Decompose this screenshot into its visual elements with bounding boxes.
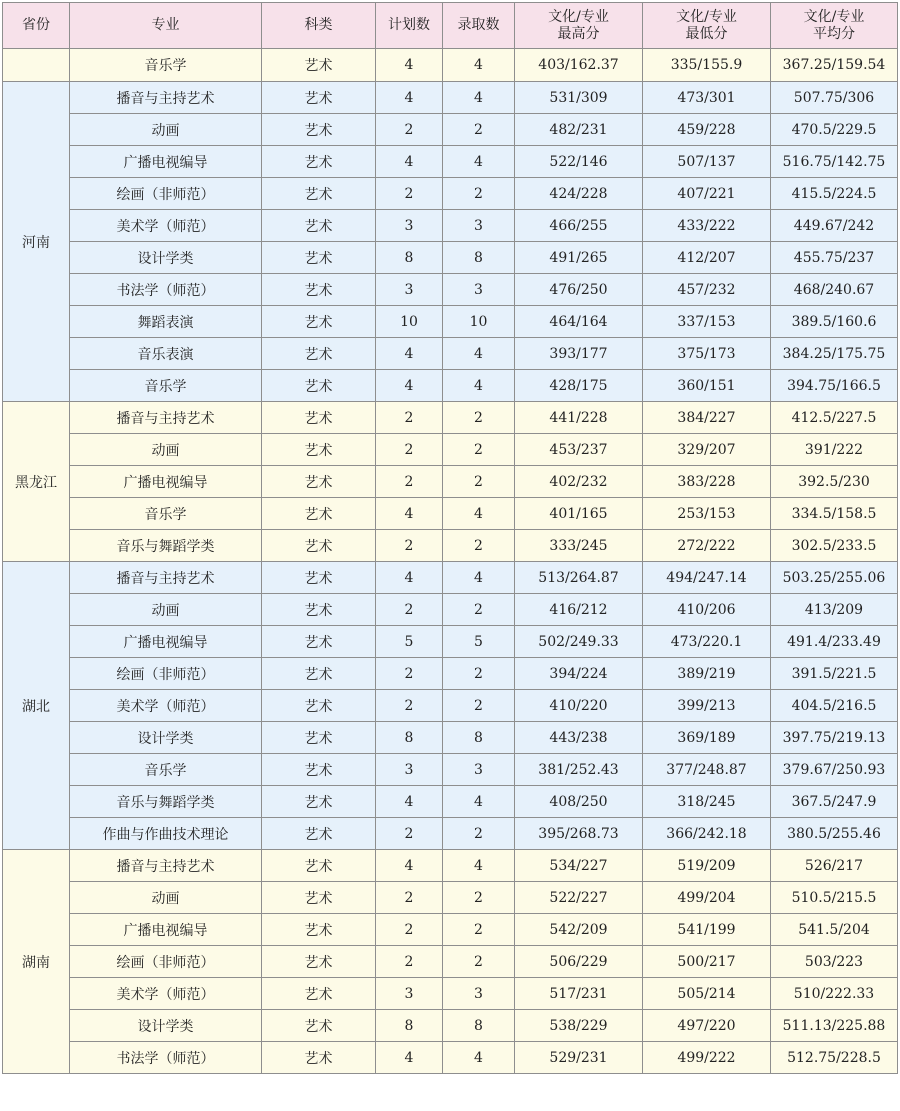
max-cell: 531/309 [515,82,643,114]
max-cell: 491/265 [515,242,643,274]
category-cell: 艺术 [262,178,376,210]
plan-cell: 3 [376,978,443,1010]
max-cell: 333/245 [515,530,643,562]
table-row [3,1042,898,1074]
max-cell: 476/250 [515,274,643,306]
category-cell: 艺术 [262,786,376,818]
major-cell: 动画 [70,434,262,466]
major-cell: 音乐表演 [70,338,262,370]
category-cell: 艺术 [262,626,376,658]
category-cell: 艺术 [262,402,376,434]
min-cell: 519/209 [643,850,771,882]
avg-cell: 397.75/219.13 [771,722,898,754]
min-cell: 360/151 [643,370,771,402]
admission-score-table [2,2,898,1074]
avg-cell: 468/240.67 [771,274,898,306]
admitted-cell: 2 [443,914,515,946]
min-cell: 318/245 [643,786,771,818]
max-cell: 466/255 [515,210,643,242]
avg-cell: 367.25/159.54 [771,49,898,82]
max-cell: 464/164 [515,306,643,338]
plan-cell: 2 [376,658,443,690]
category-cell: 艺术 [262,146,376,178]
max-cell: 441/228 [515,402,643,434]
admitted-cell: 2 [443,434,515,466]
avg-cell: 541.5/204 [771,914,898,946]
max-cell: 401/165 [515,498,643,530]
min-cell: 410/206 [643,594,771,626]
table-row [3,49,898,82]
max-cell: 517/231 [515,978,643,1010]
plan-cell: 4 [376,1042,443,1074]
major-cell: 广播电视编导 [70,626,262,658]
category-cell: 艺术 [262,1042,376,1074]
major-cell: 播音与主持艺术 [70,850,262,882]
admitted-cell: 2 [443,690,515,722]
min-cell: 335/155.9 [643,49,771,82]
plan-cell: 4 [376,562,443,594]
min-cell: 459/228 [643,114,771,146]
avg-cell: 449.67/242 [771,210,898,242]
plan-cell: 2 [376,466,443,498]
avg-cell: 380.5/255.46 [771,818,898,850]
admitted-cell: 2 [443,946,515,978]
avg-cell: 503.25/255.06 [771,562,898,594]
category-cell: 艺术 [262,658,376,690]
table-row [3,882,898,914]
admitted-cell: 3 [443,754,515,786]
plan-cell: 4 [376,498,443,530]
avg-cell: 510/222.33 [771,978,898,1010]
plan-cell: 2 [376,882,443,914]
max-cell: 381/252.43 [515,754,643,786]
min-cell: 384/227 [643,402,771,434]
max-cell: 529/231 [515,1042,643,1074]
min-cell: 500/217 [643,946,771,978]
table-row [3,626,898,658]
table-row [3,530,898,562]
table-row [3,370,898,402]
admitted-cell: 4 [443,82,515,114]
header-min-score [643,3,771,49]
plan-cell: 2 [376,914,443,946]
table-row [3,434,898,466]
min-cell: 457/232 [643,274,771,306]
min-cell: 272/222 [643,530,771,562]
table-row [3,498,898,530]
table-row [3,594,898,626]
avg-cell: 334.5/158.5 [771,498,898,530]
major-cell: 播音与主持艺术 [70,562,262,594]
major-cell: 音乐与舞蹈学类 [70,530,262,562]
min-cell: 494/247.14 [643,562,771,594]
avg-cell: 491.4/233.49 [771,626,898,658]
avg-cell: 392.5/230 [771,466,898,498]
plan-cell: 8 [376,1010,443,1042]
max-cell: 394/224 [515,658,643,690]
max-cell: 393/177 [515,338,643,370]
max-cell: 403/162.37 [515,49,643,82]
plan-cell: 2 [376,402,443,434]
min-cell: 407/221 [643,178,771,210]
province-cell: 湖南 [3,850,70,1074]
max-cell: 416/212 [515,594,643,626]
admitted-cell: 2 [443,178,515,210]
category-cell: 艺术 [262,114,376,146]
admitted-cell: 2 [443,530,515,562]
admitted-cell: 4 [443,146,515,178]
province-cell [3,49,70,82]
major-cell: 音乐学 [70,370,262,402]
min-cell: 473/301 [643,82,771,114]
header-avg-line2: 平均分 [813,25,855,42]
table-row [3,1010,898,1042]
avg-cell: 503/223 [771,946,898,978]
table-row [3,306,898,338]
major-cell: 书法学（师范） [70,274,262,306]
admitted-cell: 4 [443,338,515,370]
table-row [3,850,898,882]
avg-cell: 412.5/227.5 [771,402,898,434]
max-cell: 506/229 [515,946,643,978]
max-cell: 424/228 [515,178,643,210]
major-cell: 设计学类 [70,242,262,274]
min-cell: 505/214 [643,978,771,1010]
min-cell: 541/199 [643,914,771,946]
min-cell: 253/153 [643,498,771,530]
category-cell: 艺术 [262,49,376,82]
admitted-cell: 8 [443,1010,515,1042]
min-cell: 499/222 [643,1042,771,1074]
table-row [3,754,898,786]
min-cell: 499/204 [643,882,771,914]
min-cell: 329/207 [643,434,771,466]
category-cell: 艺术 [262,210,376,242]
admitted-cell: 4 [443,850,515,882]
plan-cell: 2 [376,178,443,210]
category-cell: 艺术 [262,722,376,754]
category-cell: 艺术 [262,370,376,402]
category-cell: 艺术 [262,434,376,466]
category-cell: 艺术 [262,242,376,274]
table-body [3,49,898,1074]
category-cell: 艺术 [262,466,376,498]
min-cell: 412/207 [643,242,771,274]
category-cell: 艺术 [262,946,376,978]
avg-cell: 379.67/250.93 [771,754,898,786]
avg-cell: 367.5/247.9 [771,786,898,818]
header-province: 省份 [3,3,70,49]
plan-cell: 2 [376,946,443,978]
admitted-cell: 2 [443,594,515,626]
plan-cell: 4 [376,370,443,402]
max-cell: 428/175 [515,370,643,402]
plan-cell: 8 [376,242,443,274]
admitted-cell: 4 [443,370,515,402]
table-row [3,978,898,1010]
max-cell: 542/209 [515,914,643,946]
min-cell: 383/228 [643,466,771,498]
plan-cell: 2 [376,818,443,850]
category-cell: 艺术 [262,754,376,786]
min-cell: 399/213 [643,690,771,722]
max-cell: 395/268.73 [515,818,643,850]
max-cell: 408/250 [515,786,643,818]
header-plan: 计划数 [376,3,443,49]
min-cell: 377/248.87 [643,754,771,786]
category-cell: 艺术 [262,594,376,626]
max-cell: 402/232 [515,466,643,498]
avg-cell: 413/209 [771,594,898,626]
admitted-cell: 4 [443,562,515,594]
header-min-line1: 文化/专业 [676,8,737,25]
major-cell: 绘画（非师范） [70,178,262,210]
table-row [3,114,898,146]
max-cell: 453/237 [515,434,643,466]
plan-cell: 4 [376,850,443,882]
table-row [3,402,898,434]
min-cell: 375/173 [643,338,771,370]
avg-cell: 389.5/160.6 [771,306,898,338]
major-cell: 动画 [70,114,262,146]
header-avg-score [771,3,898,49]
header-max-score [515,3,643,49]
major-cell: 美术学（师范） [70,210,262,242]
max-cell: 534/227 [515,850,643,882]
table-header [3,3,898,49]
table-row [3,338,898,370]
table-row [3,178,898,210]
plan-cell: 4 [376,49,443,82]
min-cell: 337/153 [643,306,771,338]
avg-cell: 391.5/221.5 [771,658,898,690]
category-cell: 艺术 [262,562,376,594]
province-cell: 河南 [3,82,70,402]
plan-cell: 3 [376,274,443,306]
admitted-cell: 8 [443,722,515,754]
major-cell: 书法学（师范） [70,1042,262,1074]
major-cell: 美术学（师范） [70,690,262,722]
category-cell: 艺术 [262,498,376,530]
plan-cell: 2 [376,114,443,146]
table-row [3,786,898,818]
major-cell: 音乐学 [70,49,262,82]
max-cell: 522/146 [515,146,643,178]
table-row [3,146,898,178]
admitted-cell: 5 [443,626,515,658]
major-cell: 广播电视编导 [70,914,262,946]
admitted-cell: 10 [443,306,515,338]
plan-cell: 8 [376,722,443,754]
max-cell: 513/264.87 [515,562,643,594]
admitted-cell: 8 [443,242,515,274]
avg-cell: 415.5/224.5 [771,178,898,210]
major-cell: 设计学类 [70,722,262,754]
admitted-cell: 4 [443,498,515,530]
admitted-cell: 4 [443,49,515,82]
major-cell: 音乐与舞蹈学类 [70,786,262,818]
header-major: 专业 [70,3,262,49]
admitted-cell: 2 [443,882,515,914]
category-cell: 艺术 [262,850,376,882]
plan-cell: 5 [376,626,443,658]
category-cell: 艺术 [262,530,376,562]
major-cell: 广播电视编导 [70,466,262,498]
plan-cell: 2 [376,434,443,466]
avg-cell: 516.75/142.75 [771,146,898,178]
category-cell: 艺术 [262,338,376,370]
table-row [3,274,898,306]
table-row [3,914,898,946]
province-cell: 湖北 [3,562,70,850]
admitted-cell: 4 [443,786,515,818]
table-row [3,562,898,594]
major-cell: 播音与主持艺术 [70,402,262,434]
major-cell: 音乐学 [70,498,262,530]
min-cell: 369/189 [643,722,771,754]
table-row [3,210,898,242]
major-cell: 舞蹈表演 [70,306,262,338]
avg-cell: 512.75/228.5 [771,1042,898,1074]
category-cell: 艺术 [262,914,376,946]
table-row [3,82,898,114]
admitted-cell: 3 [443,978,515,1010]
admitted-cell: 3 [443,210,515,242]
major-cell: 绘画（非师范） [70,658,262,690]
category-cell: 艺术 [262,690,376,722]
max-cell: 482/231 [515,114,643,146]
header-max-line1: 文化/专业 [548,8,609,25]
table-row [3,690,898,722]
admitted-cell: 2 [443,114,515,146]
category-cell: 艺术 [262,82,376,114]
min-cell: 389/219 [643,658,771,690]
table-row [3,722,898,754]
major-cell: 作曲与作曲技术理论 [70,818,262,850]
table-row [3,242,898,274]
avg-cell: 384.25/175.75 [771,338,898,370]
major-cell: 音乐学 [70,754,262,786]
category-cell: 艺术 [262,306,376,338]
major-cell: 广播电视编导 [70,146,262,178]
header-max-line2: 最高分 [557,25,600,42]
admitted-cell: 3 [443,274,515,306]
major-cell: 设计学类 [70,1010,262,1042]
avg-cell: 404.5/216.5 [771,690,898,722]
header-admitted: 录取数 [443,3,515,49]
major-cell: 播音与主持艺术 [70,82,262,114]
avg-cell: 511.13/225.88 [771,1010,898,1042]
major-cell: 动画 [70,882,262,914]
avg-cell: 507.75/306 [771,82,898,114]
avg-cell: 526/217 [771,850,898,882]
plan-cell: 10 [376,306,443,338]
avg-cell: 302.5/233.5 [771,530,898,562]
avg-cell: 455.75/237 [771,242,898,274]
max-cell: 410/220 [515,690,643,722]
admitted-cell: 2 [443,402,515,434]
plan-cell: 2 [376,594,443,626]
table-row [3,946,898,978]
plan-cell: 2 [376,690,443,722]
admitted-cell: 2 [443,818,515,850]
major-cell: 动画 [70,594,262,626]
plan-cell: 3 [376,754,443,786]
plan-cell: 3 [376,210,443,242]
major-cell: 绘画（非师范） [70,946,262,978]
plan-cell: 4 [376,146,443,178]
category-cell: 艺术 [262,882,376,914]
category-cell: 艺术 [262,1010,376,1042]
province-cell: 黑龙江 [3,402,70,562]
header-avg-line1: 文化/专业 [803,8,865,25]
avg-cell: 394.75/166.5 [771,370,898,402]
admitted-cell: 4 [443,1042,515,1074]
avg-cell: 470.5/229.5 [771,114,898,146]
category-cell: 艺术 [262,818,376,850]
max-cell: 502/249.33 [515,626,643,658]
plan-cell: 4 [376,786,443,818]
plan-cell: 4 [376,82,443,114]
avg-cell: 391/222 [771,434,898,466]
header-category: 科类 [262,3,376,49]
table-row [3,658,898,690]
header-min-line2: 最低分 [685,25,728,42]
min-cell: 497/220 [643,1010,771,1042]
max-cell: 522/227 [515,882,643,914]
plan-cell: 4 [376,338,443,370]
category-cell: 艺术 [262,978,376,1010]
min-cell: 507/137 [643,146,771,178]
plan-cell: 2 [376,530,443,562]
avg-cell: 510.5/215.5 [771,882,898,914]
table-row [3,466,898,498]
max-cell: 538/229 [515,1010,643,1042]
min-cell: 433/222 [643,210,771,242]
admitted-cell: 2 [443,466,515,498]
major-cell: 美术学（师范） [70,978,262,1010]
header-row [3,3,898,49]
category-cell: 艺术 [262,274,376,306]
max-cell: 443/238 [515,722,643,754]
table-row [3,818,898,850]
min-cell: 473/220.1 [643,626,771,658]
admitted-cell: 2 [443,658,515,690]
min-cell: 366/242.18 [643,818,771,850]
